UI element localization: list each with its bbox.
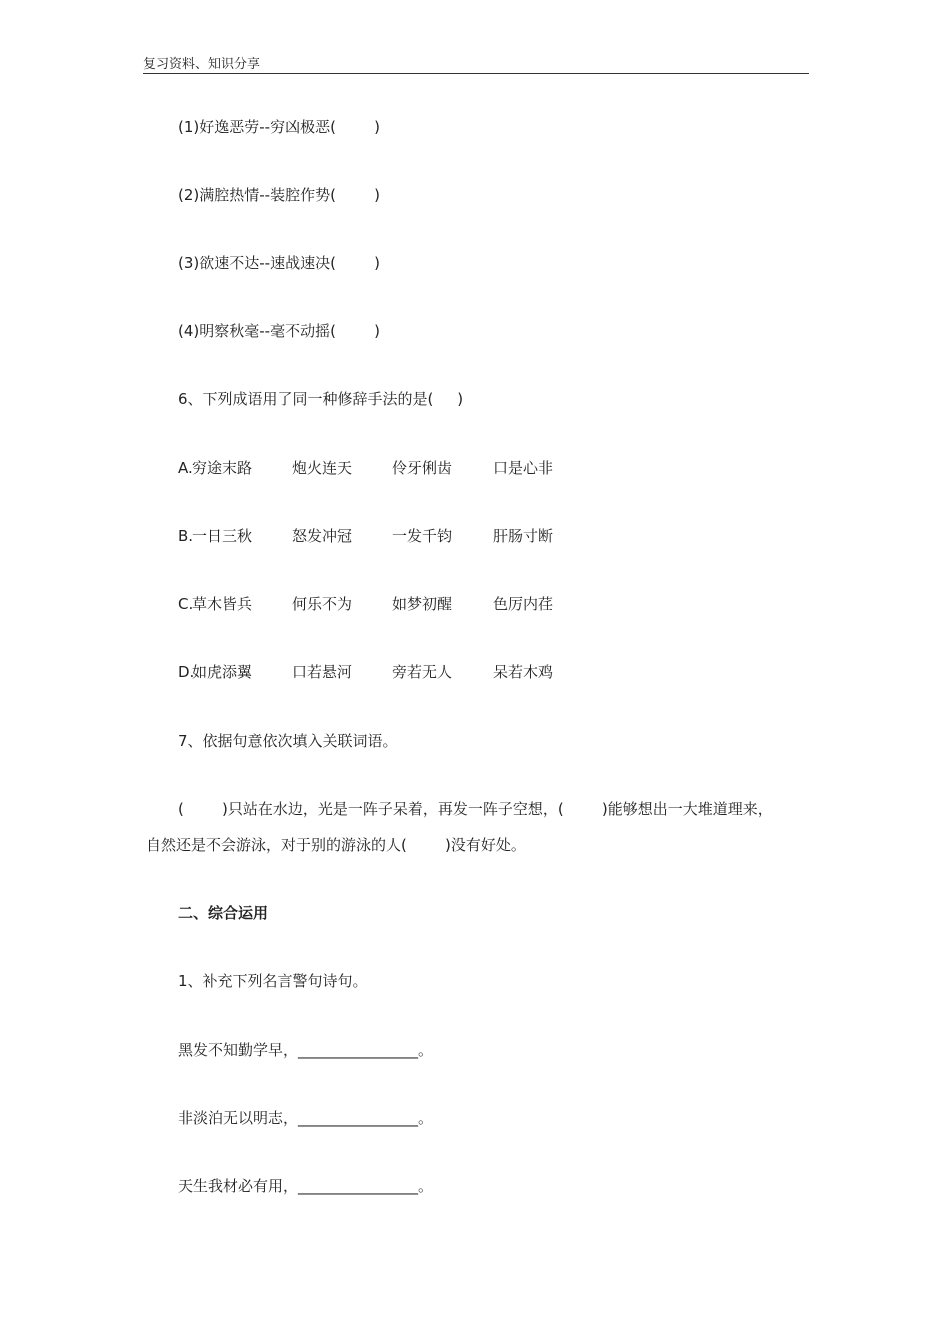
fill-blank-line-2: 非淡泊无以明志，________________。 <box>178 1109 434 1127</box>
option-word: 穷途末路 <box>192 459 253 477</box>
section-2-title: 二、综合运用 <box>178 904 269 922</box>
option-word: 旁若无人 <box>392 663 453 681</box>
option-label: D. <box>178 663 195 681</box>
option-word: 伶牙俐齿 <box>392 459 453 477</box>
option-word: 一日三秋 <box>192 527 253 545</box>
option-word: 如梦初醒 <box>392 595 453 613</box>
option-word: 何乐不为 <box>292 595 353 613</box>
page-header: 复习资料、知识分享 <box>143 56 809 74</box>
question-item-4: (4)明察秋毫--毫不动摇( ) <box>178 322 380 340</box>
option-word: 呆若木鸡 <box>493 663 554 681</box>
question-item-3: (3)欲速不达--速战速决( ) <box>178 254 380 272</box>
option-label: C. <box>178 595 194 613</box>
option-word: 口若悬河 <box>292 663 353 681</box>
option-word: 草木皆兵 <box>192 595 253 613</box>
question-7-line-2: 自然还是不会游泳，对于别的游泳的人( )没有好处。 <box>146 836 526 854</box>
question-6-stem: 6、下列成语用了同一种修辞手法的是( ) <box>178 390 464 408</box>
fill-blank-line-1: 黑发不知勤学早，________________。 <box>178 1041 434 1059</box>
option-word: 一发千钧 <box>392 527 453 545</box>
option-word: 怒发冲冠 <box>292 527 353 545</box>
option-word: 色厉内荏 <box>493 595 554 613</box>
question-item-1: (1)好逸恶劳--穷凶极恶( ) <box>178 118 380 136</box>
question-7-line-1: ( )只站在水边，光是一阵子呆着，再发一阵子空想，( )能够想出一大堆道理来， <box>178 800 773 818</box>
option-word: 肝肠寸断 <box>493 527 554 545</box>
fill-blank-line-3: 天生我材必有用，________________。 <box>178 1177 434 1195</box>
option-word: 如虎添翼 <box>192 663 253 681</box>
option-label: A. <box>178 459 193 477</box>
option-label: B. <box>178 527 194 545</box>
question-7-stem: 7、依据句意依次填入关联词语。 <box>178 732 398 750</box>
section-2-question-1-stem: 1、补充下列名言警句诗句。 <box>178 972 368 990</box>
option-word: 炮火连天 <box>292 459 353 477</box>
question-item-2: (2)满腔热情--装腔作势( ) <box>178 186 380 204</box>
option-word: 口是心非 <box>493 459 554 477</box>
